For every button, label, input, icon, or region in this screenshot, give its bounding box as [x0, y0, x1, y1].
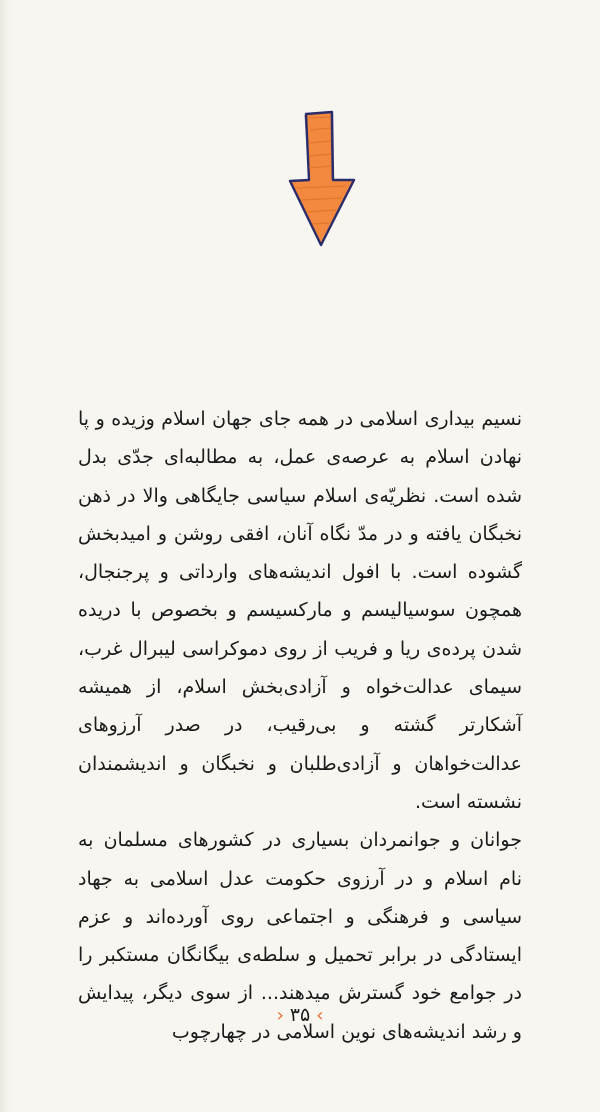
paragraph-2: جوانان و جوانمردان بسیاری در کشورهای مسلمان به نام اسلام و در آرزوی حکومت عدل اسلامی به جهاد سیاسی و فرهنگی و اجتماعی روی آورده‌اند و عزم ایستادگی در برابر تحمیل و سلطه‌ی بیگانگان مستکبر را در جوامع خود گسترش میدهند... از سوی دیگر، پیدایش و رشد اندیشه‌های نوین اسلامی در چهارچوب — [78, 829, 522, 1043]
page-number-bracket-left: ‹ — [276, 1005, 284, 1026]
page-number-bracket-right: › — [316, 1005, 324, 1026]
paragraph-1: نسیم بیداری اسلامی در همه جای جهان اسلام وزیده و پا نهادن اسلام به عرصه‌ی عمل، به مطالبه‌ای جدّی بدل شده است. نظریّه‌ی اسلام سیاسی جایگاهی والا در ذهن نخبگان یافته و در مدّ نگاه آنان، افقی روشن و امیدبخش گشوده است. با افول اندیشه‌های وارداتی و پرجنجال، همچون سوسیالیسم و مارکسیسم و بخصوص با دریده شدن پرده‌ی ریا و فریب از روی دموکراسی لیبرال غرب، سیمای عدالت‌خواه و آزادی‌بخش اسلام، از همیشه آشکارتر گشته و بی‌رقیب، در صدر آرزوهای عدالت‌خواهان و آزادی‌طلبان و نخبگان و اندیشمندان نشسته است. — [78, 408, 522, 813]
page-number — [0, 1004, 600, 1026]
page-number-value: ۳۵ — [289, 1004, 311, 1026]
page-edge-shadow — [0, 0, 10, 1112]
down-arrow-icon — [282, 108, 360, 250]
body-text — [78, 400, 522, 1051]
